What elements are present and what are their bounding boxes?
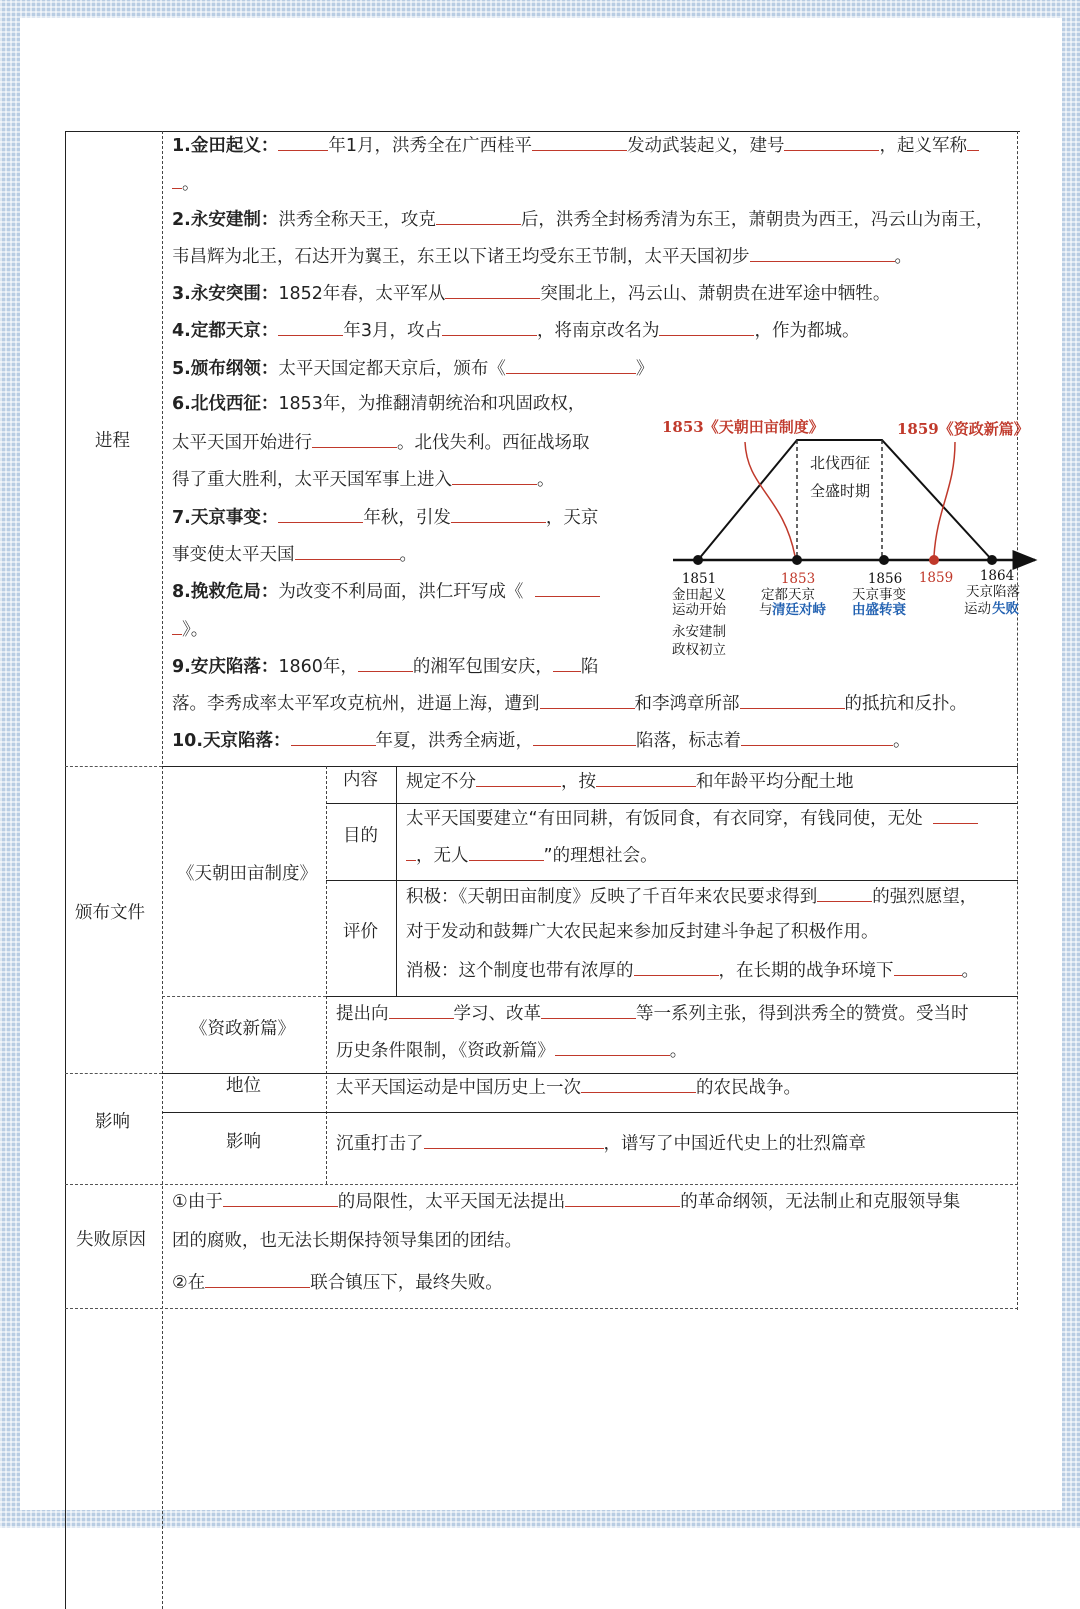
blank [424,1130,604,1149]
evaluation-positive-cont: 对于发动和鼓舞广大农民起来参加反封建斗争起了积极作用。 [406,922,879,942]
event-label-1853a: 定都天京 [761,587,815,603]
event-label-1851b: 运动开始 [672,602,726,618]
blank [389,1000,454,1019]
status-row: 太平天国运动是中国历史上一次 的农民战争。 [336,1074,801,1100]
row-divider [162,996,326,997]
blank [451,504,546,523]
blank [784,132,879,151]
col-divider [326,766,327,1184]
event-label-1864a: 天京陷落 [966,584,1020,600]
blank [506,355,636,374]
plateau-label-1: 北伐西征 [809,454,871,472]
event-label-1853b1: 与 [759,602,773,618]
content-row: 规定不分 ，按 和年龄平均分配土地 [406,768,854,794]
event-year-1856: 1856 [867,571,903,587]
event-year-1851: 1851 [681,571,717,587]
row-divider [162,766,1018,767]
plateau-label-2: 全盛时期 [809,482,871,500]
section-divider [162,131,163,1609]
evaluation-negative: 消极：这个制度也带有浓厚的 ，在长期的战争环境下 。 [406,957,979,983]
event-label-1851a: 金田起义 [672,587,726,603]
blank [295,541,400,560]
row-divider [326,880,1018,881]
item-title: 6.北伐西征： [172,394,279,414]
blank [172,170,182,189]
section-label-progress: 进程 [95,431,130,451]
progress-item-9: 9.安庆陷落：1860年， 的湘军包围安庆， 陷 [172,653,598,679]
event-year-1859: 1859 [918,570,954,586]
row-divider [326,803,1018,804]
col-divider [396,766,397,996]
evaluation-positive: 积极：《天朝田亩制度》反映了千百年来农民要求得到 的强烈愿望， [406,883,977,909]
event-label-1864b2: 失败 [992,601,1019,617]
purpose-row: 太平天国要建立“有田同耕，有饭同食，有衣同穿，有钱同使，无处 [406,805,978,831]
event-label-1856b: 由盛转衰 [852,602,906,618]
blank [172,616,182,635]
blank [436,206,521,225]
item-title: 4.定都天京： [172,321,279,341]
progress-item-9-cont: 落。李秀成率太平军攻克杭州，进逼上海，遭到 和李鸿章所部 的抵抗和反扑。 [172,690,967,716]
blank [553,653,581,672]
blank [476,768,561,787]
blank [741,727,893,746]
item-title: 1.金田起义： [172,136,279,156]
progress-item-6-cont: 太平天国开始进行 。北伐失利。西征战场取 [172,429,590,455]
blank [740,690,845,709]
event-year-1864: 1864 [979,568,1015,584]
blank [358,653,413,672]
timeline-diagram [655,408,1045,663]
label-purpose: 目的 [343,826,378,846]
progress-item-4: 4.定都天京： 年3月，攻占 ，将南京改名为 ，作为都城。 [172,317,859,343]
section-label-influence: 影响 [95,1112,130,1132]
doc-title-tianchao: 《天朝田亩制度》 [177,864,317,884]
blank [312,429,397,448]
blank [596,768,696,787]
label-impact: 影响 [226,1132,261,1152]
blank [581,1074,696,1093]
purpose-row-cont: ，无人 ”的理想社会。 [406,842,658,868]
label-evaluation: 评价 [343,922,378,942]
event-year-1853: 1853 [780,571,816,587]
blank [540,690,635,709]
item-title: 5.颁布纲领： [172,359,279,379]
blank [750,243,895,262]
row-divider [65,1073,162,1074]
zizheng-row-cont: 历史条件限制，《资政新篇》 。 [336,1037,687,1063]
blank [659,317,754,336]
progress-item-6: 6.北伐西征：1853年，为推翻清朝统治和巩固政权， [172,394,586,414]
blank [533,727,636,746]
row-divider [162,1112,1018,1113]
progress-item-7: 7.天京事变： 年秋，引发 ，天京 [172,504,598,530]
progress-item-10: 10.天京陷落： 年夏，洪秀全病逝， 陷落，标志着 。 [172,727,911,753]
failure-reason-2: ②在 联合镇压下，最终失败。 [172,1269,503,1295]
item-title: 3.永安突围： [172,284,279,304]
progress-item-6-cont2: 得了重大胜利，太平天国军事上进入 。 [172,466,555,492]
top-label-right: 1859《资政新篇》 [897,420,1029,438]
table-left-border [65,131,66,1609]
blank [817,883,872,902]
blank [452,466,537,485]
label-content: 内容 [343,770,378,790]
event-label-1856a: 天京事变 [852,587,906,603]
progress-item-1-cont: 。 [172,170,200,196]
progress-item-8-cont: 》。 [172,616,208,642]
item-title: 2.永安建制： [172,210,279,230]
blank [406,842,416,861]
progress-item-8: 8.挽救危局：为改变不利局面，洪仁玕写成《 [172,578,600,604]
blank [223,1188,338,1207]
blank [445,280,540,299]
failure-reason-1-cont: 团的腐败，也无法长期保持领导集团的团结。 [172,1231,522,1251]
zizheng-row: 提出向 学习、改革 等一系列主张，得到洪秀全的赞赏。受当时 [336,1000,969,1026]
event-dot-1859 [929,555,939,565]
event-label-1851c: 永安建制 [672,624,726,640]
item-title: 8.挽救危局： [172,582,279,602]
impact-row: 沉重打击了 ，谱写了中国近代史上的壮烈篇章 [336,1130,866,1156]
blank [535,578,600,597]
top-label-left: 1853《天朝田亩制度》 [662,418,824,436]
event-dot-1856 [879,555,889,565]
row-divider [65,766,162,767]
blank [967,132,979,151]
blank [541,1000,636,1019]
progress-item-3: 3.永安突围：1852年春，太平军从 突围北上，冯云山、萧朝贵在进军途中牺牲。 [172,280,890,306]
item-title: 7.天京事变： [172,508,279,528]
section-label-documents: 颁布文件 [75,903,145,923]
blank [278,504,363,523]
blank [442,317,537,336]
failure-reason-1: ①由于 的局限性，太平天国无法提出 的革命纲领，无法制止和克服领导集 [172,1188,960,1214]
blank [278,132,328,151]
doc-title-zizheng: 《资政新篇》 [190,1019,295,1039]
blank [894,957,962,976]
blank [278,317,343,336]
event-dot-1851 [693,555,703,565]
pointer-line-left [745,442,795,556]
progress-item-1: 1.金田起义： 年1月，洪秀全在广西桂平 发动武装起义，建号 ，起义军称 [172,132,979,158]
event-dot-1864 [987,555,997,565]
progress-item-7-cont: 事变使太平天国 。 [172,541,417,567]
table-right-border [1017,766,1018,1310]
blank [565,1188,680,1207]
progress-item-2: 2.永安建制：洪秀全称天王，攻克 后，洪秀全封杨秀清为东王，萧朝贵为西王，冯云山为南王， [172,206,993,232]
label-status: 地位 [226,1076,261,1096]
event-label-1864b1: 运动 [964,601,991,617]
item-title: 10.天京陷落： [172,731,291,751]
blank [291,727,376,746]
event-label-1853b2: 清廷对峙 [772,602,826,618]
section-label-failure: 失败原因 [76,1230,146,1250]
blank [555,1037,670,1056]
blank [469,842,544,861]
row-divider [326,996,1018,997]
row-divider [65,1184,1018,1185]
blank [933,805,978,824]
event-dot-1853 [792,555,802,565]
blank [634,957,719,976]
table-bottom-border [65,1308,1018,1309]
item-title: 9.安庆陷落： [172,657,279,677]
blank [532,132,627,151]
progress-item-5: 5.颁布纲领：太平天国定都天京后，颁布《 》 [172,355,653,381]
blank [205,1269,310,1288]
event-label-1851d: 政权初立 [672,642,726,658]
progress-item-2-cont: 韦昌辉为北王，石达开为翼王，东王以下诸王均受东王节制，太平天国初步 。 [172,243,912,269]
